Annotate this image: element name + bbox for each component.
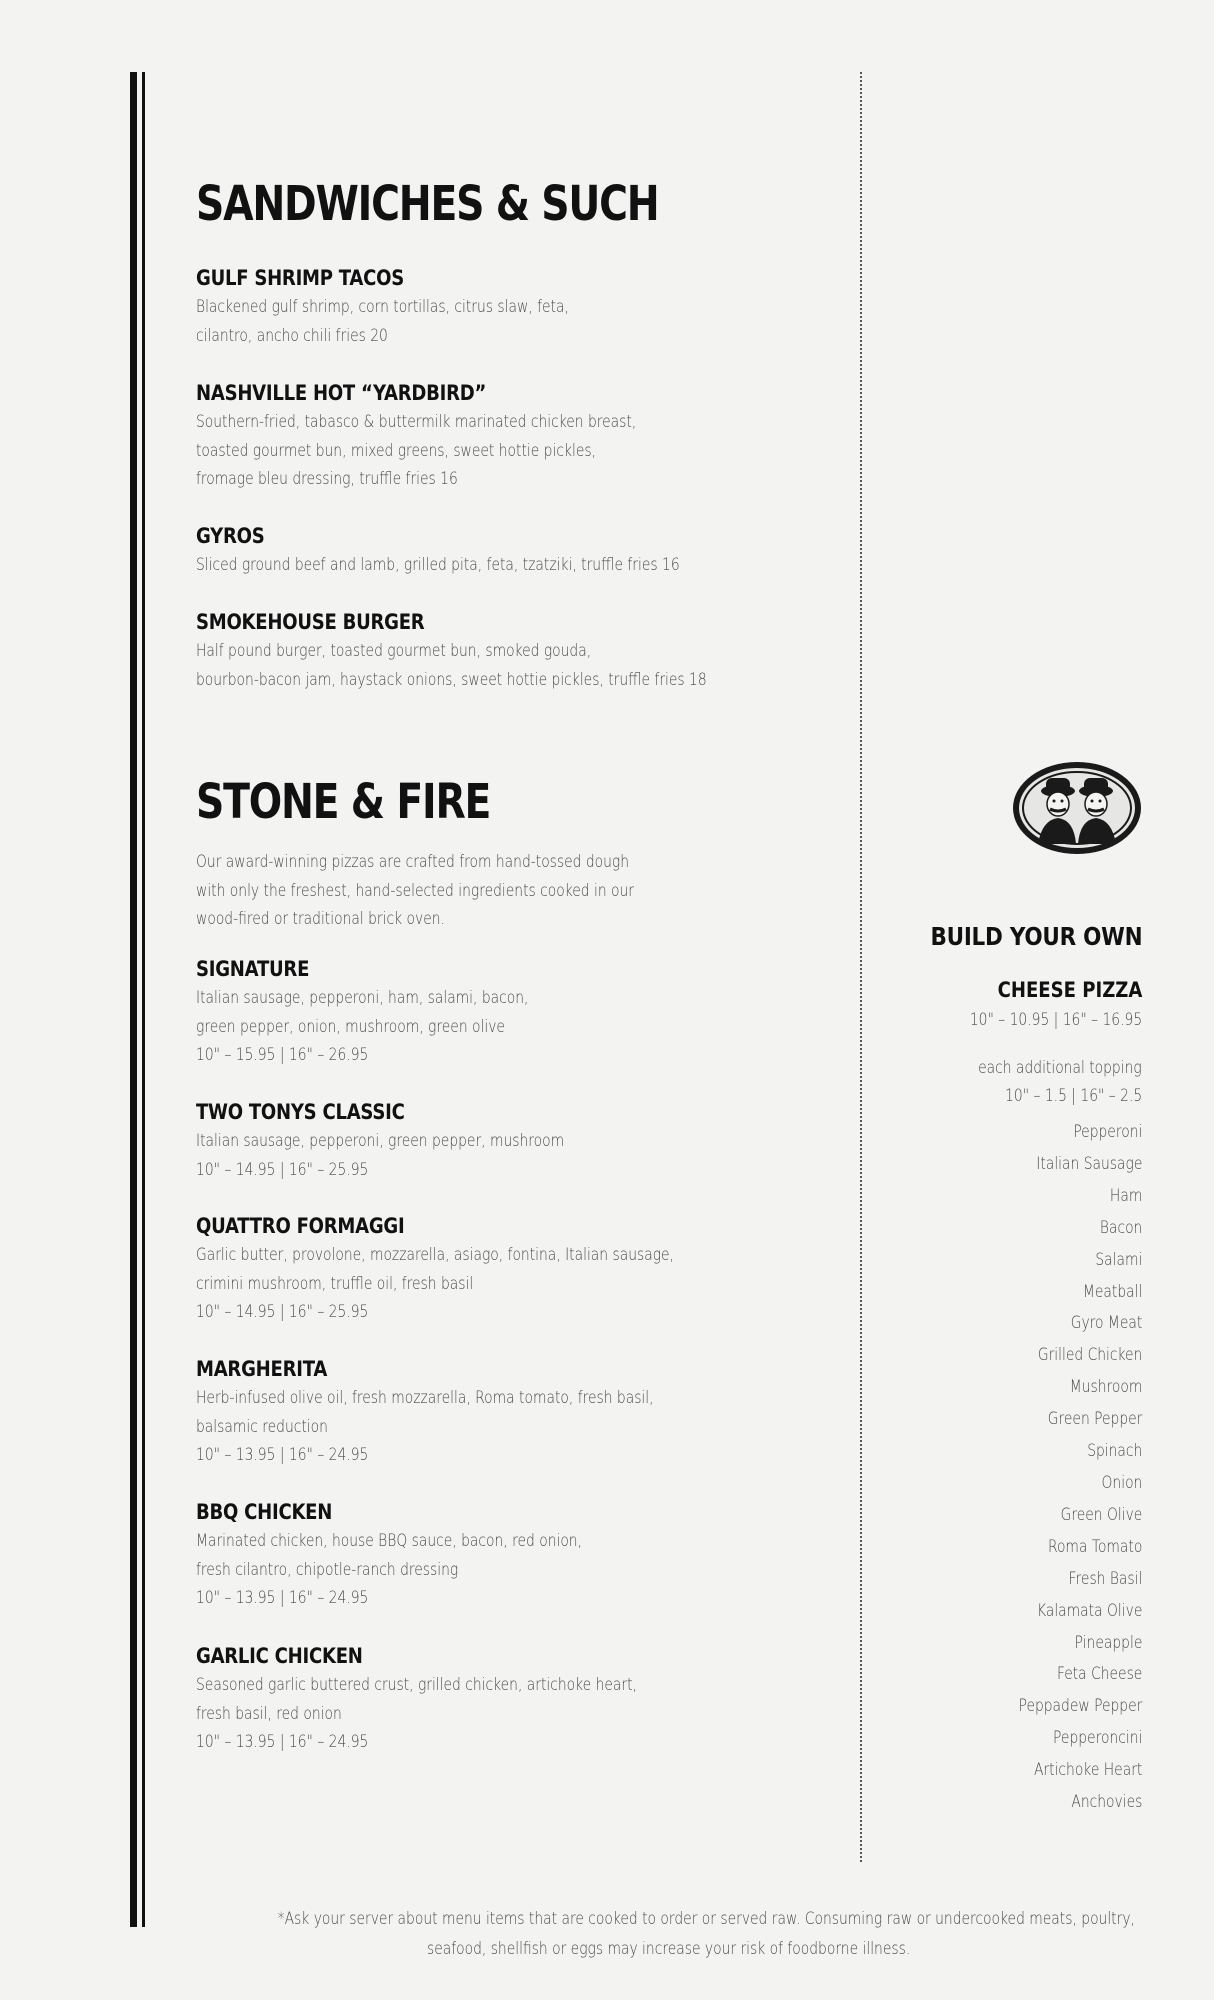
item-desc: green pepper, onion, mushroom, green olive (196, 1016, 505, 1036)
topping-item: Ham (1109, 1185, 1142, 1205)
left-border-thick (130, 72, 137, 1927)
topping-item: Feta Cheese (1056, 1664, 1142, 1684)
topping-item: Green Olive (1060, 1504, 1142, 1524)
topping-note: each additional topping (978, 1058, 1142, 1077)
topping-item: Kalamata Olive (1036, 1600, 1142, 1620)
cheese-pizza-title: CHEESE PIZZA (997, 978, 1142, 1002)
cheese-pizza-price: 10" – 10.95 | 16" – 16.95 (969, 1010, 1142, 1029)
item-name: MARGHERITA (196, 1357, 328, 1381)
disclaimer-line: *Ask your server about menu items that are cooked to order or served raw. Consuming raw or undercooked meats, poultry, (277, 1909, 1135, 1928)
topping-price: 10" – 1.5 | 16" – 2.5 (1004, 1086, 1142, 1105)
item-desc: Herb-infused olive oil, fresh mozzarella, Roma tomato, fresh basil, (196, 1388, 654, 1407)
item-desc: Marinated chicken, house BBQ sauce, bacon, red onion, (196, 1531, 583, 1550)
topping-item: Fresh Basil (1068, 1568, 1142, 1588)
item-desc: Italian sausage, pepperoni, ham, salami, bacon, (196, 988, 529, 1007)
sandwiches-title: SANDWICHES & SUCH (196, 176, 659, 232)
food-safety-disclaimer (196, 1904, 1142, 1964)
item-name: BBQ CHICKEN (196, 1500, 333, 1524)
menu-item-two-tonys-classic (196, 1097, 836, 1184)
left-border-thin (142, 72, 145, 1927)
item-price: 10" – 13.95 | 16" – 24.95 (196, 1445, 369, 1465)
intro-line: wood-fired or traditional brick oven. (196, 909, 445, 929)
item-desc: Sliced ground beef and lamb, grilled pita, feta, tzatziki, truffle fries 16 (196, 555, 680, 574)
item-name: TWO TONYS CLASSIC (196, 1100, 405, 1124)
item-desc: Half pound burger, toasted gourmet bun, smoked gouda, (196, 641, 592, 660)
topping-item: Green Pepper (1047, 1409, 1142, 1429)
topping-item: Onion (1101, 1472, 1142, 1492)
menu-item-quattro-formaggi (196, 1211, 836, 1327)
toppings-list (995, 1116, 1142, 1818)
disclaimer-line: seafood, shellfish or eggs may increase your risk of foodborne illness. (427, 1939, 911, 1958)
menu-item-smokehouse-burger (196, 607, 836, 694)
topping-item: Salami (1095, 1249, 1142, 1269)
item-desc: Seasoned garlic buttered crust, grilled chicken, artichoke heart, (196, 1675, 637, 1694)
item-desc: Blackened gulf shrimp, corn tortillas, citrus slaw, feta, (196, 297, 569, 316)
topping-item: Meatball (1082, 1281, 1142, 1301)
item-price: 10" – 14.95 | 16" – 25.95 (196, 1302, 369, 1322)
item-name: NASHVILLE HOT “YARDBIRD” (196, 381, 487, 405)
intro-line: with only the freshest, hand-selected ingredients cooked in our (196, 880, 635, 900)
topping-item: Roma Tomato (1047, 1536, 1142, 1556)
menu-item-gulf-shrimp-tacos (196, 263, 836, 350)
item-price: 10" – 13.95 | 16" – 24.95 (196, 1588, 369, 1608)
item-desc: fromage bleu dressing, truffle fries 16 (196, 469, 458, 489)
stone-fire-title: STONE & FIRE (196, 774, 491, 830)
item-price: 10" – 14.95 | 16" – 25.95 (196, 1159, 369, 1179)
menu-item-bbq-chicken (196, 1497, 836, 1613)
item-desc: Southern-fried, tabasco & buttermilk marinated chicken breast, (196, 412, 637, 431)
item-desc: fresh cilantro, chipotle-ranch dressing (196, 1559, 459, 1579)
build-your-own-title: BUILD YOUR OWN (930, 922, 1142, 951)
menu-item-signature (196, 954, 836, 1070)
topping-item: Pineapple (1074, 1632, 1142, 1652)
item-name: SIGNATURE (196, 957, 310, 981)
item-desc: cilantro, ancho chili fries 20 (196, 325, 388, 345)
item-name: GYROS (196, 524, 265, 548)
item-price: 10" – 13.95 | 16" – 24.95 (196, 1732, 369, 1752)
item-name: GULF SHRIMP TACOS (196, 266, 404, 290)
topping-item: Artichoke Heart (1033, 1760, 1142, 1780)
item-desc: bourbon-bacon jam, haystack onions, sweet hottie pickles, truffle fries 18 (196, 669, 707, 689)
menu-item-nashville-hot (196, 378, 836, 494)
item-price: 10" – 15.95 | 16" – 26.95 (196, 1045, 369, 1065)
topping-item: Anchovies (1071, 1792, 1142, 1812)
topping-item: Grilled Chicken (1037, 1345, 1142, 1365)
item-name: GARLIC CHICKEN (196, 1644, 363, 1668)
item-desc: balsamic reduction (196, 1416, 328, 1436)
stone-fire-intro (196, 848, 836, 934)
topping-item: Italian Sausage (1035, 1153, 1142, 1173)
topping-item: Bacon (1099, 1217, 1142, 1237)
menu-item-garlic-chicken (196, 1641, 836, 1757)
item-desc: toasted gourmet bun, mixed greens, sweet hottie pickles, (196, 440, 596, 460)
topping-item: Pepperoncini (1052, 1728, 1142, 1748)
topping-item: Mushroom (1069, 1377, 1142, 1397)
item-name: QUATTRO FORMAGGI (196, 1214, 405, 1238)
item-desc: Italian sausage, pepperoni, green pepper, mushroom (196, 1131, 565, 1150)
menu-item-gyros (196, 521, 836, 580)
topping-item: Gyro Meat (1070, 1313, 1142, 1333)
item-desc: crimini mushroom, truffle oil, fresh basil (196, 1273, 474, 1293)
topping-item: Peppadew Pepper (1018, 1696, 1142, 1716)
topping-item: Spinach (1086, 1441, 1142, 1461)
item-desc: Garlic butter, provolone, mozzarella, asiago, fontina, Italian sausage, (196, 1245, 674, 1264)
intro-line: Our award-winning pizzas are crafted from hand-tossed dough (196, 852, 630, 871)
column-divider (860, 72, 862, 1862)
item-desc: fresh basil, red onion (196, 1703, 342, 1723)
topping-item: Pepperoni (1072, 1122, 1142, 1141)
menu-item-margherita (196, 1354, 836, 1470)
two-tonys-logo (1010, 760, 1144, 856)
item-name: SMOKEHOUSE BURGER (196, 610, 425, 634)
